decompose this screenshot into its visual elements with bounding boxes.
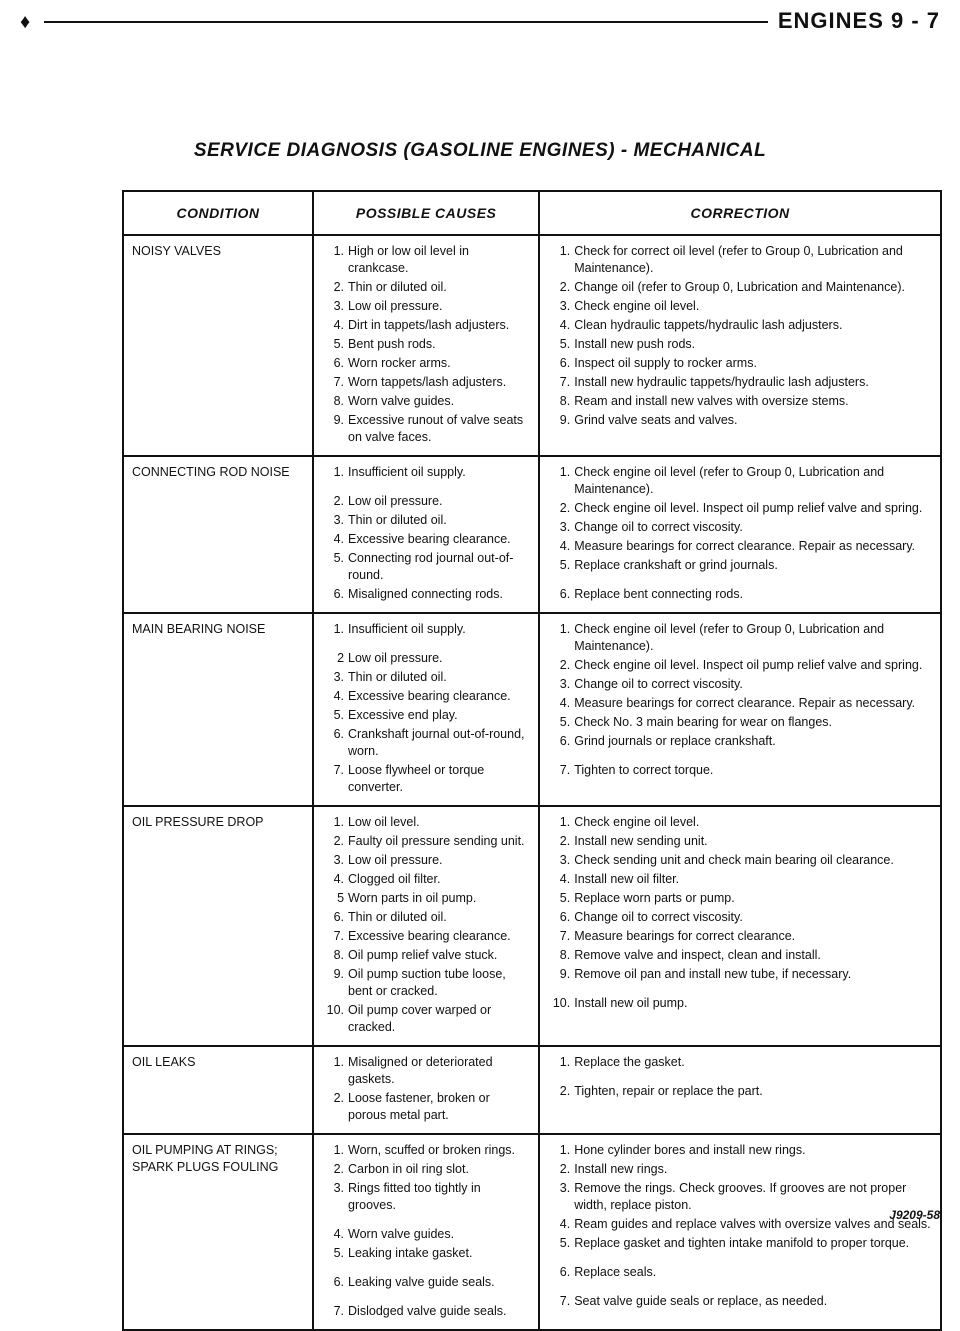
table-row	[123, 235, 941, 456]
item-number: 1.	[559, 1055, 571, 1069]
page-title: SERVICE DIAGNOSIS (GASOLINE ENGINES) - MECHANICAL	[193, 140, 767, 161]
list-item	[548, 1142, 932, 1159]
causes-cell	[313, 613, 539, 806]
corrections-cell	[539, 1046, 941, 1134]
item-number: 7.	[559, 1294, 571, 1308]
list-item	[548, 909, 932, 926]
list-item	[322, 586, 530, 603]
item-number: 3.	[333, 853, 345, 867]
item-number: 5.	[559, 715, 571, 729]
list-item	[548, 336, 932, 353]
item-number: 6.	[559, 1265, 571, 1279]
list-item	[322, 1226, 530, 1243]
list-item	[548, 393, 932, 410]
item-number: 8.	[559, 948, 571, 962]
list-item	[548, 928, 932, 945]
table-row	[123, 456, 941, 613]
list-item	[322, 947, 530, 964]
corrections-cell	[539, 235, 941, 456]
item-text: Grind journals or replace crankshaft.	[574, 734, 776, 748]
item-number: 7.	[333, 763, 345, 777]
item-number: 6.	[559, 356, 571, 370]
item-text: Excessive end play.	[348, 708, 458, 722]
item-text: Check engine oil level (refer to Group 0, Lubrication and Maintenance).	[574, 465, 885, 496]
item-text: Carbon in oil ring slot.	[348, 1162, 469, 1176]
list-item	[548, 464, 932, 498]
list-item	[322, 317, 530, 334]
item-number: 8.	[333, 394, 345, 408]
list-item	[322, 909, 530, 926]
list-item	[322, 762, 530, 796]
item-text: Replace gasket and tighten intake manifold to proper torque.	[574, 1236, 910, 1250]
item-number: 2.	[333, 494, 345, 508]
item-text: Grind valve seats and valves.	[574, 413, 738, 427]
item-text: Ream guides and replace valves with oversize valves and seals.	[574, 1217, 931, 1231]
corrections-list	[548, 464, 932, 603]
list-item	[548, 966, 932, 983]
item-number: 6.	[559, 587, 571, 601]
list-item	[322, 621, 530, 638]
item-number: 8.	[559, 394, 571, 408]
list-item	[322, 966, 530, 1000]
item-text: Thin or diluted oil.	[348, 670, 447, 684]
list-item	[322, 871, 530, 888]
list-item	[322, 650, 530, 667]
item-text: Replace the gasket.	[574, 1055, 685, 1069]
list-item	[548, 762, 932, 779]
item-text: Insufficient oil supply.	[348, 622, 466, 636]
item-number: 2.	[333, 1162, 345, 1176]
item-text: Remove the rings. Check grooves. If grooves are not proper width, replace piston.	[574, 1181, 907, 1212]
condition-cell: OIL PUMPING AT RINGS; SPARK PLUGS FOULING	[123, 1134, 313, 1330]
list-item	[548, 695, 932, 712]
table-body	[123, 235, 941, 1330]
causes-cell	[313, 806, 539, 1046]
item-number: 5.	[559, 1236, 571, 1250]
item-number: 2.	[559, 501, 571, 515]
item-text: Low oil pressure.	[348, 651, 443, 665]
table-row	[123, 806, 941, 1046]
condition-cell: CONNECTING ROD NOISE	[123, 456, 313, 613]
item-text: Ream and install new valves with oversize stems.	[574, 394, 849, 408]
item-text: Excessive bearing clearance.	[348, 689, 511, 703]
list-item	[548, 586, 932, 603]
list-item	[322, 669, 530, 686]
table-row	[123, 1046, 941, 1134]
item-text: Excessive bearing clearance.	[348, 532, 511, 546]
item-number: 2.	[559, 834, 571, 848]
corrections-list	[548, 814, 932, 1012]
list-item	[322, 726, 530, 760]
list-item	[322, 298, 530, 315]
item-number: 1.	[559, 622, 571, 636]
list-item	[548, 890, 932, 907]
item-text: High or low oil level in crankcase.	[348, 244, 469, 275]
item-number: 3.	[559, 299, 571, 313]
item-text: Excessive runout of valve seats on valve faces.	[348, 413, 524, 444]
list-item	[322, 512, 530, 529]
item-text: Worn valve guides.	[348, 1227, 455, 1241]
item-text: Change oil to correct viscosity.	[574, 677, 743, 691]
list-item	[548, 243, 932, 277]
figure-code: J9209-58	[889, 1208, 940, 1222]
item-text: Oil pump relief valve stuck.	[348, 948, 498, 962]
item-number: 4.	[333, 532, 345, 546]
item-text: Clean hydraulic tappets/hydraulic lash adjusters.	[574, 318, 843, 332]
item-text: Oil pump suction tube loose, bent or cracked.	[348, 967, 506, 998]
item-text: Leaking intake gasket.	[348, 1246, 473, 1260]
item-text: Worn rocker arms.	[348, 356, 451, 370]
list-item	[322, 688, 530, 705]
item-number: 1.	[559, 244, 571, 258]
item-number: 7.	[333, 375, 345, 389]
item-number: 10.	[552, 996, 571, 1010]
item-number: 2.	[333, 1091, 345, 1105]
item-number: 3.	[559, 1181, 571, 1195]
item-number: 9.	[333, 413, 345, 427]
item-text: Inspect oil supply to rocker arms.	[574, 356, 757, 370]
item-text: Change oil (refer to Group 0, Lubrication and Maintenance).	[574, 280, 905, 294]
list-item	[322, 1274, 530, 1291]
item-number: 1.	[333, 815, 345, 829]
item-number: 9.	[559, 413, 571, 427]
item-number: 6.	[333, 587, 345, 601]
list-item	[322, 374, 530, 391]
item-number: 6.	[333, 910, 345, 924]
item-number: 1.	[333, 244, 345, 258]
item-number: 1.	[333, 622, 345, 636]
item-number: 1.	[333, 1143, 345, 1157]
list-item	[548, 1161, 932, 1178]
list-item	[548, 374, 932, 391]
corrections-cell	[539, 1134, 941, 1330]
item-number: 9.	[333, 967, 345, 981]
causes-list	[322, 621, 530, 796]
item-number: 7.	[333, 929, 345, 943]
item-text: Excessive bearing clearance.	[348, 929, 511, 943]
list-item	[548, 814, 932, 831]
item-text: Faulty oil pressure sending unit.	[348, 834, 525, 848]
header-rule	[44, 21, 768, 23]
list-item	[548, 621, 932, 655]
item-text: Thin or diluted oil.	[348, 513, 447, 527]
item-text: Oil pump cover warped or cracked.	[348, 1003, 492, 1034]
item-text: Measure bearings for correct clearance.	[574, 929, 796, 943]
list-item	[322, 393, 530, 410]
condition-cell: OIL LEAKS	[123, 1046, 313, 1134]
item-number: 5.	[559, 891, 571, 905]
item-text: Crankshaft journal out-of-round, worn.	[348, 727, 525, 758]
item-text: Insufficient oil supply.	[348, 465, 466, 479]
item-text: Dislodged valve guide seals.	[348, 1304, 507, 1318]
item-text: Connecting rod journal out-of-round.	[348, 551, 514, 582]
item-text: Install new sending unit.	[574, 834, 708, 848]
list-item	[548, 833, 932, 850]
item-text: Change oil to correct viscosity.	[574, 910, 743, 924]
corrections-list	[548, 621, 932, 779]
item-number: 5.	[333, 551, 345, 565]
item-number: 8.	[333, 948, 345, 962]
condition-cell: NOISY VALVES	[123, 235, 313, 456]
causes-cell	[313, 456, 539, 613]
item-number: 5.	[333, 1246, 345, 1260]
list-item	[548, 995, 932, 1012]
item-text: Replace worn parts or pump.	[574, 891, 735, 905]
list-item	[548, 1293, 932, 1310]
item-number: 2.	[559, 1084, 571, 1098]
item-text: Leaking valve guide seals.	[348, 1275, 495, 1289]
item-number: 2.	[559, 1162, 571, 1176]
diagnosis-table	[122, 190, 942, 1331]
item-text: Hone cylinder bores and install new rings.	[574, 1143, 806, 1157]
item-number: 2.	[559, 280, 571, 294]
item-text: Low oil pressure.	[348, 853, 443, 867]
item-text: Measure bearings for correct clearance. Repair as necessary.	[574, 696, 916, 710]
causes-cell	[313, 1134, 539, 1330]
list-item	[548, 519, 932, 536]
item-number: 2.	[333, 834, 345, 848]
item-text: Check for correct oil level (refer to Group 0, Lubrication and Maintenance).	[574, 244, 903, 275]
item-text: Install new hydraulic tappets/hydraulic lash adjusters.	[574, 375, 869, 389]
item-number: 3.	[333, 513, 345, 527]
item-text: Check engine oil level.	[574, 815, 700, 829]
list-item	[548, 557, 932, 574]
item-text: Check No. 3 main bearing for wear on flanges.	[574, 715, 832, 729]
list-item	[548, 1083, 932, 1100]
item-number: 7.	[333, 1304, 345, 1318]
item-number: 6.	[333, 1275, 345, 1289]
item-number: 5.	[559, 337, 571, 351]
item-number: 2.	[333, 280, 345, 294]
list-item	[548, 317, 932, 334]
item-text: Thin or diluted oil.	[348, 280, 447, 294]
condition-cell: OIL PRESSURE DROP	[123, 806, 313, 1046]
item-text: Rings fitted too tightly in grooves.	[348, 1181, 481, 1212]
item-number: 7.	[559, 929, 571, 943]
item-text: Install new oil filter.	[574, 872, 680, 886]
list-item	[548, 676, 932, 693]
list-item	[548, 1235, 932, 1252]
item-number: 4.	[559, 872, 571, 886]
item-text: Check engine oil level. Inspect oil pump relief valve and spring.	[574, 658, 923, 672]
table-row	[123, 1134, 941, 1330]
item-number: 4.	[333, 872, 345, 886]
item-text: Change oil to correct viscosity.	[574, 520, 743, 534]
list-item	[322, 355, 530, 372]
item-text: Tighten to correct torque.	[574, 763, 714, 777]
list-item	[322, 1142, 530, 1159]
corrections-list	[548, 1142, 932, 1310]
list-item	[322, 1054, 530, 1088]
item-number: 3.	[559, 520, 571, 534]
list-item	[322, 243, 530, 277]
item-number: 10.	[326, 1003, 345, 1017]
list-item	[322, 412, 530, 446]
item-number: 6.	[559, 734, 571, 748]
item-text: Loose fastener, broken or porous metal part.	[348, 1091, 490, 1122]
item-text: Low oil pressure.	[348, 494, 443, 508]
item-number: 5.	[559, 558, 571, 572]
item-number: 4.	[333, 689, 345, 703]
list-item	[322, 1090, 530, 1124]
item-text: Install new oil pump.	[574, 996, 688, 1010]
item-text: Low oil pressure.	[348, 299, 443, 313]
item-number: 3.	[559, 677, 571, 691]
list-item	[322, 833, 530, 850]
causes-cell	[313, 1046, 539, 1134]
item-text: Worn, scuffed or broken rings.	[348, 1143, 516, 1157]
list-item	[548, 733, 932, 750]
item-text: Clogged oil filter.	[348, 872, 441, 886]
list-item	[548, 500, 932, 517]
item-text: Misaligned or deteriorated gaskets.	[348, 1055, 493, 1086]
item-text: Check engine oil level. Inspect oil pump relief valve and spring.	[574, 501, 923, 515]
causes-cell	[313, 235, 539, 456]
item-text: Thin or diluted oil.	[348, 910, 447, 924]
item-text: Worn valve guides.	[348, 394, 455, 408]
list-item	[322, 707, 530, 724]
item-number: 3.	[333, 1181, 345, 1195]
item-text: Worn tappets/lash adjusters.	[348, 375, 507, 389]
item-number: 7.	[559, 375, 571, 389]
condition-cell: MAIN BEARING NOISE	[123, 613, 313, 806]
list-item	[322, 1180, 530, 1214]
list-item	[322, 531, 530, 548]
item-number: 4.	[559, 539, 571, 553]
list-item	[548, 852, 932, 869]
causes-list	[322, 243, 530, 446]
item-text: Install new push rods.	[574, 337, 696, 351]
item-text: Dirt in tappets/lash adjusters.	[348, 318, 510, 332]
list-item	[322, 464, 530, 481]
list-item	[322, 550, 530, 584]
item-text: Replace seals.	[574, 1265, 657, 1279]
item-text: Check engine oil level.	[574, 299, 700, 313]
causes-list	[322, 814, 530, 1036]
item-number: 4.	[559, 318, 571, 332]
corrections-cell	[539, 806, 941, 1046]
item-number: 1.	[559, 465, 571, 479]
item-number: 3.	[333, 299, 345, 313]
item-number: 6.	[333, 727, 345, 741]
corrections-list	[548, 1054, 932, 1100]
item-text: Measure bearings for correct clearance. Repair as necessary.	[574, 539, 916, 553]
item-text: Misaligned connecting rods.	[348, 587, 503, 601]
list-item	[322, 890, 530, 907]
list-item	[548, 1054, 932, 1071]
item-number: 3.	[559, 853, 571, 867]
corrections-list	[548, 243, 932, 429]
item-number: 1.	[559, 815, 571, 829]
item-number: 7.	[559, 763, 571, 777]
column-header-condition: CONDITION	[123, 191, 313, 235]
list-item	[548, 714, 932, 731]
item-number: 6.	[559, 910, 571, 924]
item-text: Replace bent connecting rods.	[574, 587, 744, 601]
list-item	[548, 947, 932, 964]
list-item	[548, 871, 932, 888]
list-item	[548, 412, 932, 429]
item-number: 4.	[333, 1227, 345, 1241]
item-text: Worn parts in oil pump.	[348, 891, 477, 905]
list-item	[322, 279, 530, 296]
list-item	[548, 298, 932, 315]
list-item	[322, 1303, 530, 1320]
column-header-correction: CORRECTION	[539, 191, 941, 235]
list-item	[548, 355, 932, 372]
list-item	[322, 1245, 530, 1262]
table-header-row	[123, 191, 941, 235]
item-text: Remove valve and inspect, clean and install.	[574, 948, 821, 962]
item-text: Loose flywheel or torque converter.	[348, 763, 485, 794]
column-header-causes: POSSIBLE CAUSES	[313, 191, 539, 235]
list-item	[322, 1161, 530, 1178]
list-item	[322, 1002, 530, 1036]
table-row	[123, 613, 941, 806]
list-item	[322, 336, 530, 353]
list-item	[548, 1216, 932, 1233]
item-number: 2	[337, 651, 345, 665]
item-number: 6.	[333, 356, 345, 370]
item-number: 2.	[559, 658, 571, 672]
item-number: 5	[337, 891, 345, 905]
list-item	[548, 279, 932, 296]
item-number: 4.	[559, 1217, 571, 1231]
corrections-cell	[539, 456, 941, 613]
list-item	[548, 538, 932, 555]
list-item	[322, 814, 530, 831]
causes-list	[322, 1142, 530, 1320]
causes-list	[322, 1054, 530, 1124]
item-text: Tighten, repair or replace the part.	[574, 1084, 763, 1098]
list-item	[322, 852, 530, 869]
item-number: 3.	[333, 670, 345, 684]
corrections-cell	[539, 613, 941, 806]
page-header	[0, 0, 960, 60]
item-text: Bent push rods.	[348, 337, 436, 351]
item-number: 1.	[333, 465, 345, 479]
list-item	[322, 928, 530, 945]
list-item	[548, 657, 932, 674]
causes-list	[322, 464, 530, 603]
item-number: 5.	[333, 337, 345, 351]
list-item	[322, 493, 530, 510]
item-text: Check sending unit and check main bearing oil clearance.	[574, 853, 894, 867]
diamond-bullet-icon: ♦	[20, 11, 31, 33]
list-item	[548, 1264, 932, 1281]
page-label: ENGINES 9 - 7	[777, 8, 940, 33]
item-number: 1.	[559, 1143, 571, 1157]
item-number: 9.	[559, 967, 571, 981]
list-item	[548, 1180, 932, 1214]
item-text: Check engine oil level (refer to Group 0, Lubrication and Maintenance).	[574, 622, 885, 653]
item-number: 5.	[333, 708, 345, 722]
item-number: 4.	[333, 318, 345, 332]
item-text: Low oil level.	[348, 815, 420, 829]
item-number: 1.	[333, 1055, 345, 1069]
item-text: Replace crankshaft or grind journals.	[574, 558, 778, 572]
item-text: Seat valve guide seals or replace, as needed.	[574, 1294, 828, 1308]
item-text: Install new rings.	[574, 1162, 668, 1176]
item-text: Remove oil pan and install new tube, if necessary.	[574, 967, 852, 981]
item-number: 4.	[559, 696, 571, 710]
